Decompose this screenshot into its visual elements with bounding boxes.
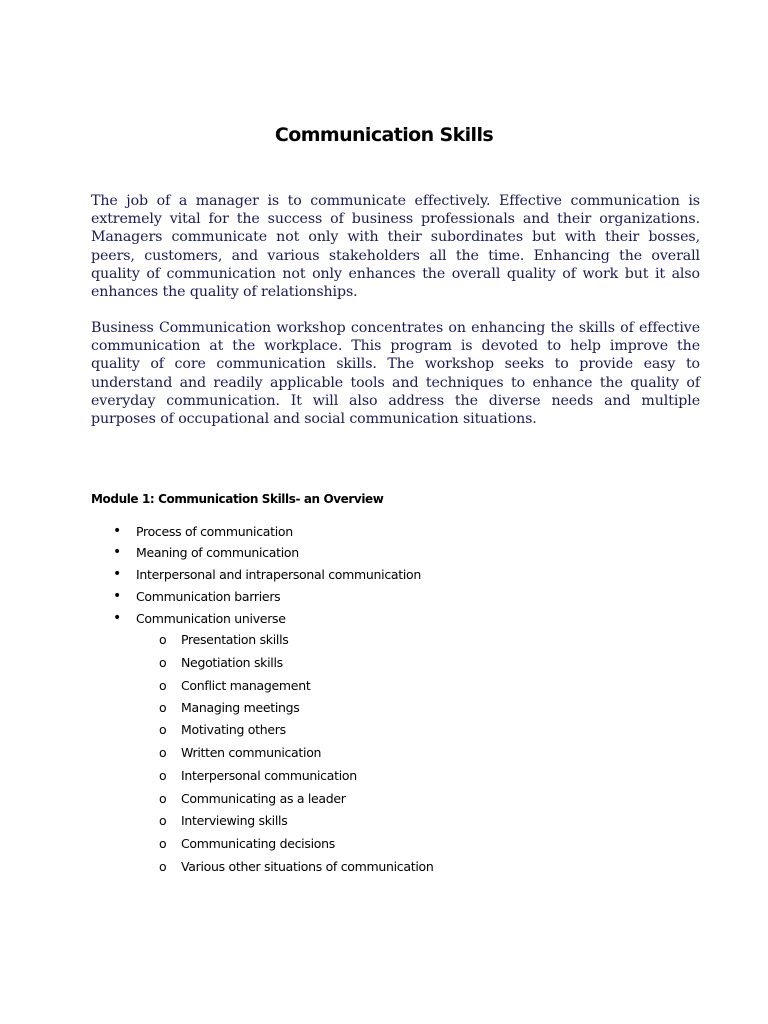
circle-bullet-icon: o [159, 678, 167, 693]
list-item [113, 610, 286, 626]
list-item-label: Process of communication [136, 524, 293, 539]
circle-bullet-icon: o [159, 722, 167, 737]
circle-bullet-icon: o [159, 745, 167, 760]
sub-list-item [159, 791, 346, 806]
circle-bullet-icon: o [159, 632, 167, 647]
bullet-icon: • [113, 544, 121, 560]
circle-bullet-icon: o [159, 700, 167, 715]
circle-bullet-icon: o [159, 813, 167, 828]
circle-bullet-icon: o [159, 859, 167, 874]
sub-list-item [159, 655, 283, 670]
list-item-label: Communication universe [136, 611, 286, 626]
circle-bullet-icon: o [159, 768, 167, 783]
bullet-icon: • [113, 523, 121, 539]
list-item-label: Communication barriers [136, 589, 281, 604]
sub-list-item-label: Various other situations of communication [181, 859, 434, 874]
sub-list-item-label: Conflict management [181, 678, 311, 693]
sub-list-item [159, 745, 322, 760]
workshop-paragraph: Business Communication workshop concentrates on enhancing the skills of effective communication at the workplace. This program is devoted to help improve the quality of core communication skills. The workshop seeks to provide easy to understand and readily applicable tools and techniques to enhance the quality of everyday communication. It will also address the diverse needs and multiple purposes of occupational and social communication situations. [91, 320, 700, 428]
sub-list-item-label: Presentation skills [181, 632, 289, 647]
sub-list-item-label: Communicating decisions [181, 836, 335, 851]
module-heading: Module 1: Communication Skills- an Overview [91, 492, 384, 506]
sub-list-item [159, 700, 300, 715]
bullet-icon: • [113, 588, 121, 604]
sub-list-item-label: Managing meetings [181, 700, 300, 715]
sub-list-item-label: Negotiation skills [181, 655, 283, 670]
sub-list-item [159, 678, 311, 693]
sub-list-item-label: Written communication [181, 745, 322, 760]
list-item [113, 566, 421, 582]
document-title: Communication Skills [274, 124, 494, 146]
circle-bullet-icon: o [159, 791, 167, 806]
intro-paragraph: The job of a manager is to communicate effectively. Effective communication is extremely vital for the success of business professionals and their organizations. Managers communicate not only with their subordinates but with their bosses, peers, customers, and various stakeholders all the time. Enhancing the overall quality of communication not only enhances the overall quality of work but it also enhances the quality of relationships. [91, 193, 700, 301]
circle-bullet-icon: o [159, 655, 167, 670]
list-item [113, 588, 281, 604]
sub-list-item-label: Motivating others [181, 722, 286, 737]
bullet-icon: • [113, 566, 121, 582]
list-item-label: Interpersonal and intrapersonal communication [136, 567, 421, 582]
sub-list-item [159, 859, 434, 874]
sub-list-item-label: Communicating as a leader [181, 791, 346, 806]
sub-list-item [159, 836, 335, 851]
bullet-icon: • [113, 610, 121, 626]
sub-list-item [159, 722, 286, 737]
circle-bullet-icon: o [159, 836, 167, 851]
sub-list-item [159, 768, 357, 783]
sub-list-item [159, 813, 288, 828]
sub-list-item-label: Interpersonal communication [181, 768, 357, 783]
list-item-label: Meaning of communication [136, 545, 299, 560]
list-item [113, 523, 293, 539]
sub-list-item-label: Interviewing skills [181, 813, 288, 828]
list-item [113, 544, 299, 560]
sub-list-item [159, 632, 289, 647]
